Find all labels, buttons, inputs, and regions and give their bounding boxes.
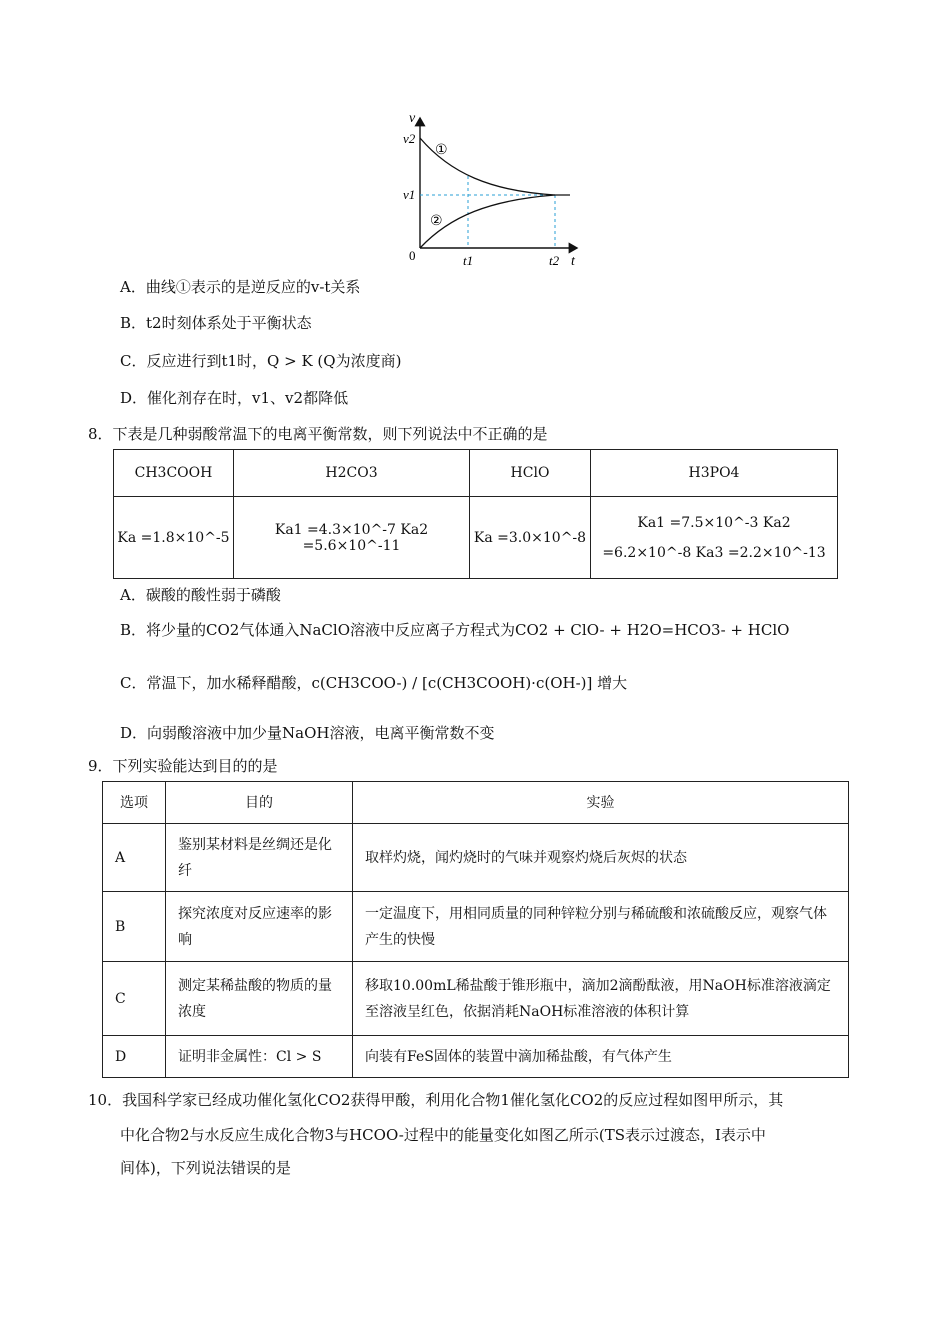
table-row (103, 824, 849, 892)
q8-stem: 8．下表是几种弱酸常温下的电离平衡常数，则下列说法中不正确的是 (88, 425, 548, 443)
q9-row-d-purpose: 证明非金属性：Cl > S (166, 1036, 353, 1078)
q9-row-a-experiment: 取样灼烧，闻灼烧时的气味并观察灼烧后灰烬的状态 (353, 824, 849, 892)
q8-header-hclo: HClO (470, 450, 591, 497)
q8-value-h3po4: Ka1 =7.5×10^-3 Ka2 =6.2×10^-8 Ka3 =2.2×10^-13 (591, 497, 838, 579)
t2-label: t2 (549, 253, 560, 268)
q9-row-b-experiment: 一定温度下，用相同质量的同种锌粒分别与稀硫酸和浓硫酸反应，观察气体产生的快慢 (353, 892, 849, 962)
q7-option-c[interactable]: C．反应进行到t1时，Q > K (Q为浓度商) (120, 352, 402, 370)
v2-label: v2 (403, 131, 416, 146)
q9-row-b-purpose: 探究浓度对反应速率的影响 (166, 892, 353, 962)
q7-option-d[interactable]: D．催化剂存在时，v1、v2都降低 (120, 389, 349, 407)
curve-2-label: ② (430, 213, 443, 229)
q9-row-c-experiment: 移取10.00mL稀盐酸于锥形瓶中，滴加2滴酚酞液，用NaOH标准溶液滴定至溶液呈红色，依据消耗NaOH标准溶液的体积计算 (353, 962, 849, 1036)
origin-label: 0 (409, 248, 416, 263)
q9-row-b-option: B (103, 892, 166, 962)
q7-option-a[interactable]: A．曲线①表示的是逆反应的v-t关系 (120, 278, 361, 296)
curve-1-label: ① (435, 142, 448, 158)
y-axis-label: v (409, 111, 416, 126)
q9-row-c-purpose: 测定某稀盐酸的物质的量浓度 (166, 962, 353, 1036)
q8-header-ch3cooh: CH3COOH (114, 450, 234, 497)
q10-stem-line3: 间体)，下列说法错误的是 (120, 1159, 291, 1177)
q8-value-ch3cooh: Ka =1.8×10^-5 (114, 497, 234, 579)
table-row (103, 962, 849, 1036)
q8-option-b[interactable]: B．将少量的CO2气体通入NaClO溶液中反应离子方程式为CO2 + ClO- + H2O=HCO3- + HClO (120, 621, 790, 639)
q9-row-a-purpose: 鉴别某材料是丝绸还是化纤 (166, 824, 353, 892)
q10-stem-line2: 中化合物2与水反应生成化合物3与HCOO-过程中的能量变化如图乙所示(TS表示过渡态，I表示中 (120, 1126, 766, 1144)
q9-stem: 9．下列实验能达到目的的是 (88, 757, 278, 775)
q8-option-c[interactable]: C．常温下，加水稀释醋酸，c(CH3COO-) / [c(CH3COOH)·c(OH-)] 增大 (120, 674, 628, 692)
q8-header-h2co3: H2CO3 (234, 450, 470, 497)
q9-row-a-option: A (103, 824, 166, 892)
table-row (103, 892, 849, 962)
q10-stem-line1: 10．我国科学家已经成功催化氢化CO2获得甲酸，利用化合物1催化氢化CO2的反应过程如图甲所示，其 (88, 1091, 784, 1109)
x-axis-label: t (571, 254, 575, 269)
v1-label: v1 (403, 187, 416, 202)
q9-row-c-option: C (103, 962, 166, 1036)
q8-value-h2co3: Ka1 =4.3×10^-7 Ka2 =5.6×10^-11 (234, 497, 470, 579)
q7-option-b[interactable]: B．t2时刻体系处于平衡状态 (120, 314, 312, 332)
table-row (103, 1036, 849, 1078)
vt-graph (395, 108, 595, 273)
q9-row-d-experiment: 向装有FeS固体的装置中滴加稀盐酸，有气体产生 (353, 1036, 849, 1078)
t1-label: t1 (463, 253, 474, 268)
q8-option-a[interactable]: A．碳酸的酸性弱于磷酸 (120, 586, 281, 604)
q9-row-d-option: D (103, 1036, 166, 1078)
q9-header-purpose: 目的 (166, 782, 353, 824)
q8-option-d[interactable]: D．向弱酸溶液中加少量NaOH溶液，电离平衡常数不变 (120, 724, 495, 742)
q8-table (113, 449, 838, 579)
q8-header-h3po4: H3PO4 (591, 450, 838, 497)
q8-value-hclo: Ka =3.0×10^-8 (470, 497, 591, 579)
q9-table (102, 781, 849, 1078)
q9-header-experiment: 实验 (353, 782, 849, 824)
q9-header-option: 选项 (103, 782, 166, 824)
